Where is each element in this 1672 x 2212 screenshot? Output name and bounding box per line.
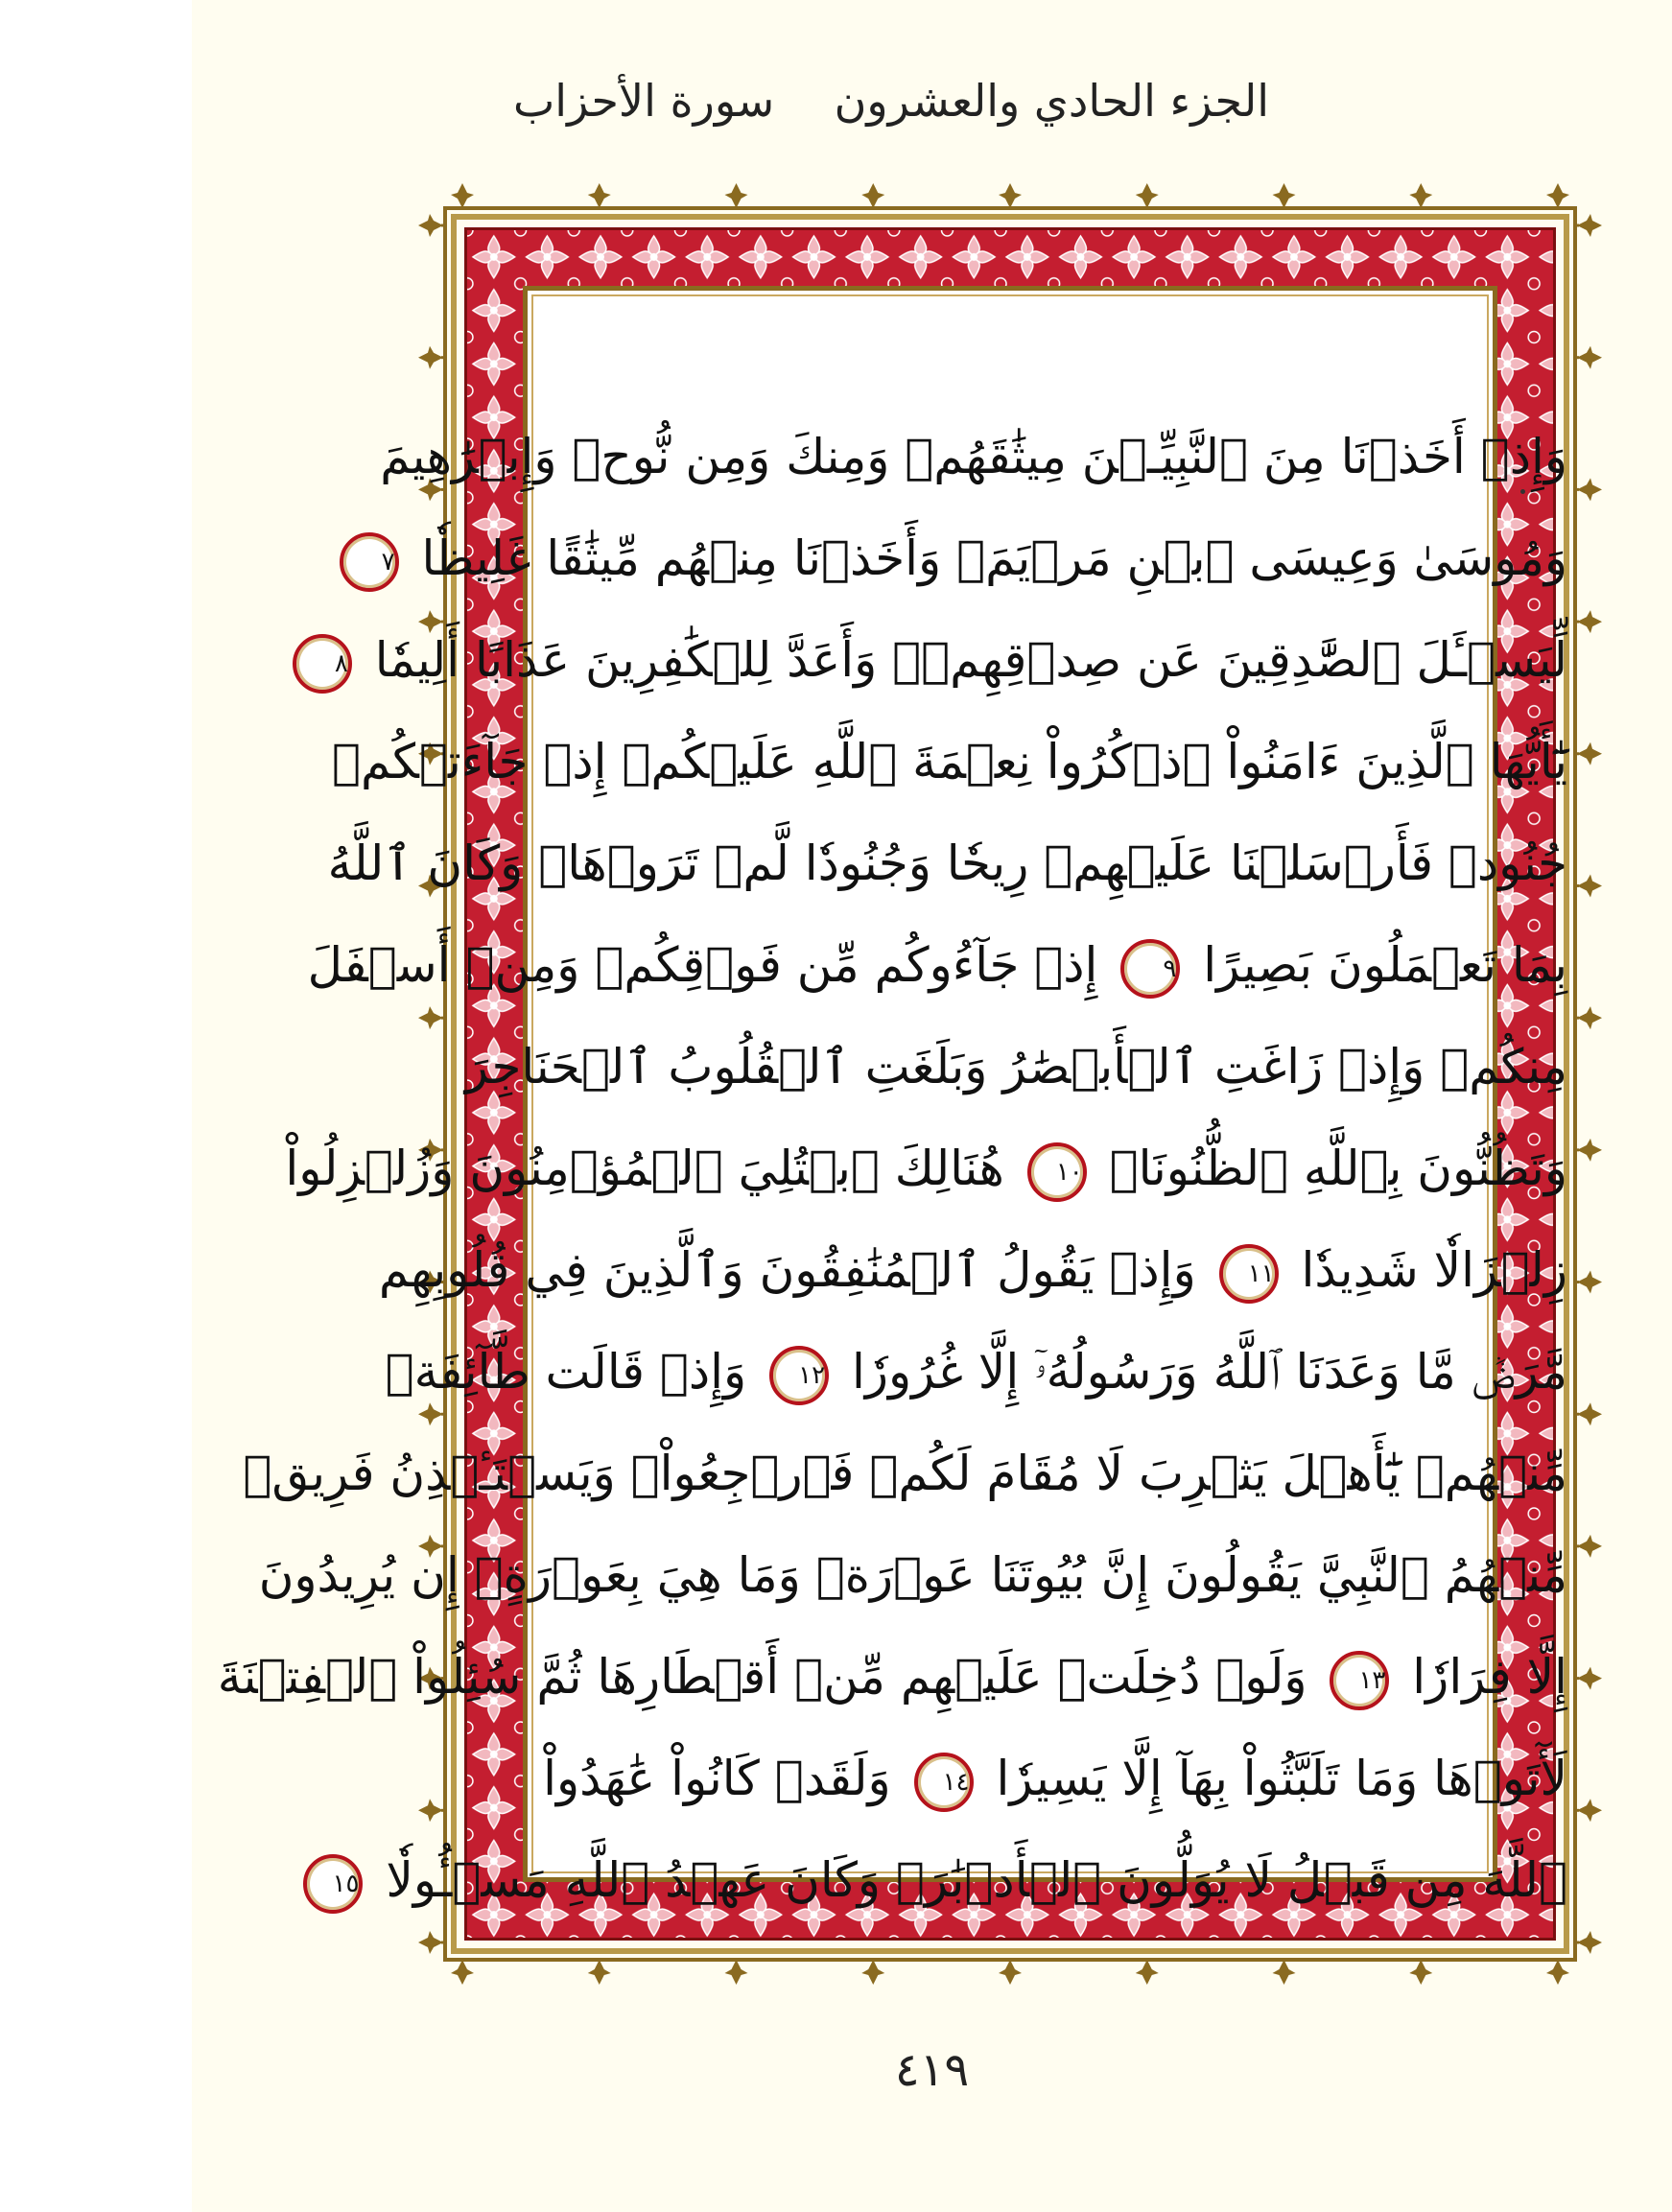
text-line — [380, 406, 1567, 507]
verse-text: وَتَظُنُّونَ بِٱللَّهِ ٱلظُّنُونَا۠ — [1109, 1141, 1567, 1196]
ayah-number-marker: ١٢ — [769, 1346, 829, 1405]
verse-text: وَلَقَدۡ كَانُواْ عَٰهَدُواْ — [543, 1751, 891, 1806]
ayah-number-marker: ١١ — [1219, 1244, 1279, 1304]
verse-text: لَأٓتَوۡهَا وَمَا تَلَبَّثُواْ بِهَآ إِلَّا يَسِيرٗا — [996, 1751, 1567, 1806]
verse-text: إِلَّا فِرَارٗا — [1412, 1649, 1567, 1705]
verse-text: وَإِذۡ قَالَت طَّآئِفَةٞ — [385, 1344, 747, 1400]
ayah-number-marker: ١٣ — [1330, 1651, 1389, 1710]
ornamental-frame — [217, 187, 1596, 1981]
text-line — [385, 1321, 1567, 1423]
verse-text: يَٰٓأَيُّهَا ٱلَّذِينَ ءَامَنُواْ ٱذۡكُرُواْ نِعۡمَةَ ٱللَّهِ عَلَيۡكُمۡ إِذۡ جَآءَتۡكُمۡ — [331, 734, 1567, 789]
verse-text: بِمَا تَعۡمَلُونَ بَصِيرًا — [1203, 937, 1567, 993]
scan-speck — [1520, 489, 1525, 494]
text-line — [217, 1626, 1567, 1728]
text-line — [285, 1118, 1567, 1219]
quran-text-area — [217, 406, 1567, 1931]
verse-text: مِّنۡهُمۡ يَٰٓأَهۡلَ يَثۡرِبَ لَا مُقَامَ لَكُمۡ فَٱرۡجِعُواْۚ وَيَسۡتَـٔۡذِنُ فَرِيقٞ — [243, 1446, 1567, 1501]
surah-header: سورة الأحزاب — [513, 75, 775, 127]
ayah-number-marker: ٧ — [340, 532, 399, 592]
text-line — [381, 507, 1567, 609]
verse-text: زِلۡزَالٗا شَدِيدٗا — [1301, 1242, 1567, 1298]
verse-text: مِّنۡهُمُ ٱلنَّبِيَّ يَقُولُونَ إِنَّ بُيُوتَنَا عَوۡرَةٞ وَمَا هِيَ بِعَوۡرَةٍۖ إِن يُرِيدُونَ — [258, 1547, 1567, 1603]
ayah-number-marker: ٩ — [1120, 939, 1180, 999]
frame-red-band — [217, 227, 1567, 1941]
verse-text: لِّيَسۡـَٔلَ ٱلصَّٰدِقِينَ عَن صِدۡقِهِمۡۚ وَأَعَدَّ لِلۡكَٰفِرِينَ عَذَابًا أَلِيمٗا — [374, 632, 1567, 688]
juz-header: الجزء الحادي والعشرون — [834, 75, 1269, 127]
page-number: ٤١٩ — [894, 2043, 970, 2097]
verse-text: مَّرَضٞ مَّا وَعَدَنَا ٱللَّهُ وَرَسُولُهُۥٓ إِلَّا غُرُورٗا — [852, 1344, 1567, 1400]
text-line — [243, 1423, 1567, 1524]
verse-text: هُنَالِكَ ٱبۡتُلِيَ ٱلۡمُؤۡمِنُونَ وَزُلۡزِلُواْ — [285, 1141, 1004, 1196]
text-line — [334, 609, 1567, 711]
frame-outer-border — [217, 206, 1577, 1962]
verse-text: وَإِذۡ يَقُولُ ٱلۡمُنَٰفِقُونَ وَٱلَّذِينَ فِي قُلُوبِهِم — [378, 1242, 1196, 1298]
text-line — [307, 914, 1567, 1016]
ayah-number-marker: ١٤ — [914, 1753, 974, 1812]
mushaf-page — [192, 0, 1672, 2212]
verse-text: جُنُودٞ فَأَرۡسَلۡنَا عَلَيۡهِمۡ رِيحٗا وَجُنُودٗا لَّمۡ تَرَوۡهَاۚ وَكَانَ ٱللَّهُ — [327, 835, 1567, 891]
verse-text: وَمُوسَىٰ وَعِيسَى ٱبۡنِ مَرۡيَمَۖ وَأَخَذۡنَا مِنۡهُم مِّيثَٰقًا غَلِيظٗا — [421, 530, 1567, 586]
text-line — [464, 1016, 1567, 1118]
ayah-number-marker: ٨ — [293, 634, 352, 694]
text-line — [331, 711, 1567, 812]
ayah-number-marker: ١٥ — [303, 1854, 363, 1914]
verse-text: إِذۡ جَآءُوكُم مِّن فَوۡقِكُمۡ وَمِنۡ أَسۡفَلَ — [307, 937, 1098, 993]
text-line — [378, 1219, 1567, 1321]
text-line — [258, 1524, 1567, 1626]
ayah-number-marker: ١٠ — [1027, 1142, 1087, 1202]
verse-text: وَإِذۡ أَخَذۡنَا مِنَ ٱلنَّبِيِّـۧنَ مِيثَٰقَهُمۡ وَمِنكَ وَمِن نُّوحٖ وَإِبۡرَٰهِيمَ — [380, 429, 1567, 484]
verse-text: مِنكُمۡ وَإِذۡ زَاغَتِ ٱلۡأَبۡصَٰرُ وَبَلَغَتِ ٱلۡقُلُوبُ ٱلۡحَنَاجِرَ — [464, 1039, 1567, 1094]
verse-text: وَلَوۡ دُخِلَتۡ عَلَيۡهِم مِّنۡ أَقۡطَارِهَا ثُمَّ سُئِلُواْ ٱلۡفِتۡنَةَ — [217, 1649, 1307, 1705]
verse-text: ٱللَّهَ مِن قَبۡلُ لَا يُوَلُّونَ ٱلۡأَدۡبَٰرَۚ وَكَانَ عَهۡدُ ٱللَّهِ مَسۡـُٔولٗا — [386, 1852, 1567, 1908]
frame-inner-border — [217, 286, 1567, 1908]
text-line — [327, 812, 1567, 914]
text-line — [543, 1728, 1567, 1829]
text-line — [332, 1829, 1567, 1931]
